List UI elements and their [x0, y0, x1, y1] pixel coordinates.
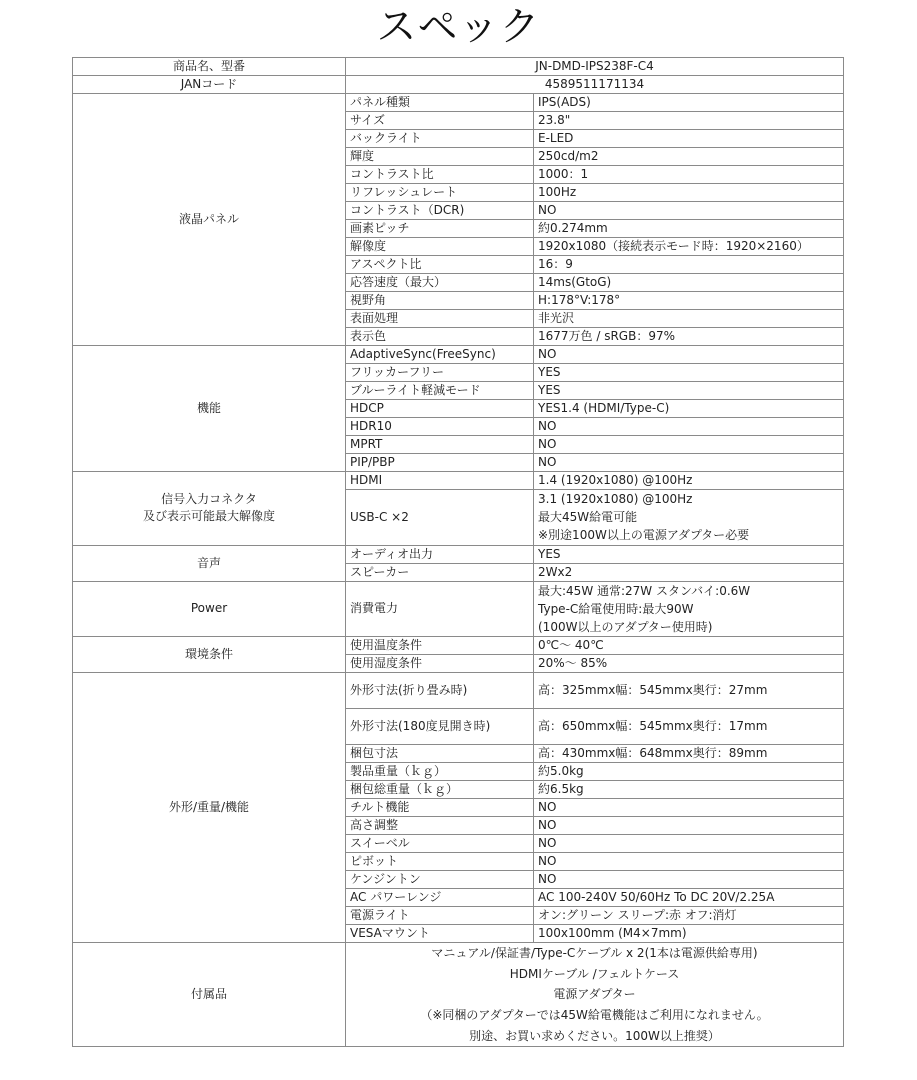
- spec-label: アスペクト比: [346, 256, 534, 274]
- spec-value: 16：9: [534, 256, 844, 274]
- accessories-line: マニュアル/保証書/Type-Cケーブル x 2(1本は電源供給専用): [431, 946, 758, 961]
- accessories-line: 別途、お買い求めください。100W以上推奨）: [469, 1028, 720, 1043]
- table-row: [73, 943, 844, 1047]
- spec-value: H:178°V:178°: [534, 292, 844, 310]
- table-row: [73, 58, 844, 76]
- spec-label: 電源ライト: [346, 907, 534, 925]
- spec-value: NO: [534, 835, 844, 853]
- spec-value: 1000：1: [534, 166, 844, 184]
- table-row: [73, 472, 844, 490]
- table-row: [73, 76, 844, 94]
- spec-table: [72, 57, 844, 1047]
- spec-label: ブルーライト軽減モード: [346, 382, 534, 400]
- accessories-category: 付属品: [73, 943, 346, 1047]
- spec-value: 約5.0kg: [534, 763, 844, 781]
- spec-value: AC 100-240V 50/60Hz To DC 20V/2.25A: [534, 889, 844, 907]
- environment-category: 環境条件: [73, 637, 346, 673]
- spec-value: NO: [534, 454, 844, 472]
- spec-value: NO: [534, 817, 844, 835]
- spec-value-line: 3.1 (1920x1080) @100Hz: [538, 492, 693, 506]
- spec-label: 解像度: [346, 238, 534, 256]
- spec-value: 高：650mmx幅：545mmx奥行：17mm: [534, 709, 844, 745]
- spec-label: 応答速度（最大）: [346, 274, 534, 292]
- inputs-category-line: 信号入力コネクタ: [161, 492, 257, 507]
- spec-label: 消費電力: [346, 581, 534, 637]
- spec-value: [534, 490, 844, 546]
- spec-value: 14ms(GtoG): [534, 274, 844, 292]
- spec-value: YES: [534, 364, 844, 382]
- spec-value: YES1.4 (HDMI/Type-C): [534, 400, 844, 418]
- spec-value: 100Hz: [534, 184, 844, 202]
- spec-label: 画素ピッチ: [346, 220, 534, 238]
- product-name-label: 商品名、型番: [73, 58, 346, 76]
- spec-label: VESAマウント: [346, 925, 534, 943]
- spec-label: 梱包総重量（ｋｇ）: [346, 781, 534, 799]
- spec-label: AdaptiveSync(FreeSync): [346, 346, 534, 364]
- spec-value: NO: [534, 202, 844, 220]
- spec-value: NO: [534, 799, 844, 817]
- spec-value: 2Wx2: [534, 563, 844, 581]
- spec-value: NO: [534, 436, 844, 454]
- spec-label: AC パワーレンジ: [346, 889, 534, 907]
- spec-label: コントラスト比: [346, 166, 534, 184]
- features-category: 機能: [73, 346, 346, 472]
- spec-label: 外形寸法(折り畳み時): [346, 673, 534, 709]
- audio-category: 音声: [73, 545, 346, 581]
- spec-label: リフレッシュレート: [346, 184, 534, 202]
- accessories-line: （※同梱のアダプターでは45W給電機能はご利用になれません。: [420, 1008, 769, 1022]
- spec-label: 高さ調整: [346, 817, 534, 835]
- jan-value: 4589511171134: [346, 76, 844, 94]
- inputs-category-line: 及び表示可能最大解像度: [142, 509, 275, 524]
- spec-label: チルト機能: [346, 799, 534, 817]
- accessories-value: [346, 943, 844, 1047]
- panel-category: 液晶パネル: [73, 94, 346, 346]
- spec-value: 0℃～ 40℃: [534, 637, 844, 655]
- spec-value: オン:グリーン スリープ:赤 オフ:消灯: [534, 907, 844, 925]
- spec-value: NO: [534, 853, 844, 871]
- spec-value-line: 最大45W給電可能: [538, 510, 638, 525]
- spec-value: YES: [534, 545, 844, 563]
- spec-value: 約0.274mm: [534, 220, 844, 238]
- spec-value: 20%～ 85%: [534, 655, 844, 673]
- spec-label: 梱包寸法: [346, 745, 534, 763]
- spec-value: NO: [534, 871, 844, 889]
- spec-label: サイズ: [346, 112, 534, 130]
- spec-value-line: Type-C給電使用時:最大90W: [538, 601, 694, 616]
- table-row: [73, 637, 844, 655]
- spec-value: 1.4 (1920x1080) @100Hz: [534, 472, 844, 490]
- table-row: [73, 673, 844, 709]
- spec-value: 非光沢: [534, 310, 844, 328]
- spec-label: コントラスト（DCR): [346, 202, 534, 220]
- jan-label: JANコード: [73, 76, 346, 94]
- spec-label: 外形寸法(180度見開き時): [346, 709, 534, 745]
- spec-label: MPRT: [346, 436, 534, 454]
- accessories-line: 電源アダプター: [553, 987, 636, 1002]
- spec-label: HDR10: [346, 418, 534, 436]
- spec-value: 1920x1080（接続表示モード時：1920×2160）: [534, 238, 844, 256]
- product-name-value: JN-DMD-IPS238F-C4: [346, 58, 844, 76]
- spec-value: 1677万色 / sRGB：97%: [534, 328, 844, 346]
- spec-label: HDCP: [346, 400, 534, 418]
- spec-label: PIP/PBP: [346, 454, 534, 472]
- spec-label: 使用温度条件: [346, 637, 534, 655]
- spec-value: [534, 581, 844, 637]
- spec-value-line: (100W以上のアダプター使用時): [538, 620, 713, 635]
- page-title: スペック: [376, 4, 541, 50]
- table-row: [73, 94, 844, 112]
- spec-value: 23.8": [534, 112, 844, 130]
- spec-value: NO: [534, 418, 844, 436]
- spec-label: USB-C ×2: [346, 490, 534, 546]
- spec-value: IPS(ADS): [534, 94, 844, 112]
- spec-label: 使用湿度条件: [346, 655, 534, 673]
- spec-value-line: ※別途100W以上の電源アダプター必要: [538, 528, 750, 543]
- spec-label: フリッカーフリー: [346, 364, 534, 382]
- spec-label: 製品重量（ｋｇ）: [346, 763, 534, 781]
- spec-label: 表示色: [346, 328, 534, 346]
- spec-value: 高：325mmx幅：545mmx奥行：27mm: [534, 673, 844, 709]
- spec-label: バックライト: [346, 130, 534, 148]
- spec-value: E-LED: [534, 130, 844, 148]
- physical-category: 外形/重量/機能: [73, 673, 346, 943]
- spec-label: ピボット: [346, 853, 534, 871]
- spec-label: ケンジントン: [346, 871, 534, 889]
- spec-value: YES: [534, 382, 844, 400]
- spec-value: NO: [534, 346, 844, 364]
- spec-value: 250cd/m2: [534, 148, 844, 166]
- table-row: [73, 581, 844, 637]
- spec-value: 高：430mmx幅：648mmx奥行：89mm: [534, 745, 844, 763]
- spec-label: パネル種類: [346, 94, 534, 112]
- spec-label: スイーベル: [346, 835, 534, 853]
- power-category: Power: [73, 581, 346, 637]
- spec-value-line: 最大:45W 通常:27W スタンバイ:0.6W: [538, 583, 751, 598]
- spec-label: HDMI: [346, 472, 534, 490]
- table-row: [73, 545, 844, 563]
- spec-label: 輝度: [346, 148, 534, 166]
- spec-label: 表面処理: [346, 310, 534, 328]
- spec-label: オーディオ出力: [346, 545, 534, 563]
- inputs-category: [73, 472, 346, 546]
- table-row: [73, 346, 844, 364]
- spec-label: 視野角: [346, 292, 534, 310]
- spec-value: 100x100mm (M4×7mm): [534, 925, 844, 943]
- spec-value: 約6.5kg: [534, 781, 844, 799]
- accessories-line: HDMIケーブル /フェルトケース: [509, 966, 680, 981]
- spec-label: スピーカー: [346, 563, 534, 581]
